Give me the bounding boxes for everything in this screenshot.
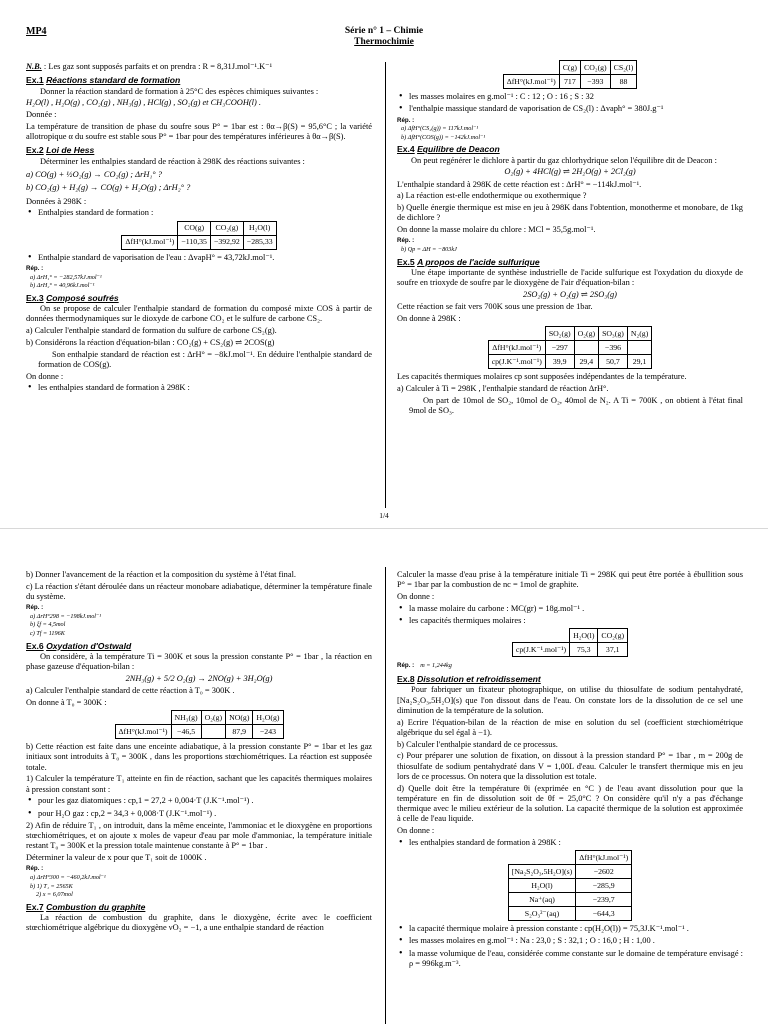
- column-divider: [385, 62, 386, 508]
- ex5-question-c: c) La réaction s'étant déroulée dans un réacteur monobare adiabatique, déterminer la température finale du système.: [26, 581, 372, 601]
- ex4-enthalpy: L'enthalpie standard à 298K de cette réaction est : ΔrH° = −114kJ.mol⁻¹.: [397, 179, 642, 189]
- table-cell: 75,3: [570, 643, 598, 657]
- answers-label: Rép. :: [397, 662, 415, 670]
- ex7-table: [512, 628, 628, 657]
- list-item: • les masses molaires en g.mol⁻¹ : Na : 23,0 ; S : 32,1 ; O : 16,0 ; H : 1,00 .: [397, 936, 743, 946]
- list-item: • Enthalpie standard de vaporisation de l'eau : ΔvapH° = 43,72kJ.mol⁻¹.: [26, 253, 372, 263]
- exercise-2-title: Ex.2 Loi de Hess: [26, 145, 95, 156]
- ex4-equation: O₂(g) + 4HCl(g) ⇌ 2H₂O(g) + 2Cl₂(g): [504, 167, 636, 177]
- table-cell: −285,33: [243, 235, 276, 249]
- list-item: • pour H₂O gaz : cp,2 = 34,3 + 0,008·T (J.K⁻¹.mol⁻¹) .: [26, 809, 372, 819]
- ex8-question-a: a) Ecrire l'équation-bilan de la réaction de mise en solution du sel (coefficient stœchiométrique algébrique du sel égal à −1).: [397, 717, 743, 737]
- exercise-1-title: Ex.1 Réactions standard de formation: [26, 75, 181, 86]
- list-item: • les masses molaires en g.mol⁻¹ : C : 12 ; O : 16 ; S : 32: [397, 92, 743, 102]
- table-header: O₂(g): [201, 711, 225, 725]
- ex2-data-list: [26, 208, 372, 218]
- table-cell: −110,35: [178, 235, 211, 249]
- table-header: CO₂(g): [598, 629, 628, 643]
- list-item: • pour les gaz diatomiques : cp,1 = 27,2 + 0,004·T (J.K⁻¹.mol⁻¹) .: [26, 796, 372, 806]
- table-row-label: ΔfH°(kJ.mol⁻¹): [115, 725, 171, 739]
- ex6-question-b: b) Cette réaction est faite dans une enceinte adiabatique, à la pression constante P° = 1bar et les gaz initiaux sont introduits à T₀ = 300K , dans les proportions stœchiométriques. La réaction est supposée totale.: [26, 742, 372, 772]
- table-cell: −285,9: [576, 879, 632, 893]
- left-column: [26, 62, 372, 396]
- answer-line: b) ΔfH°(COS(g)) = −142kJ.mol⁻¹: [401, 133, 486, 141]
- header-title: [26, 26, 742, 48]
- ex7-donne: On donne :: [397, 592, 435, 601]
- answer-line: b) ΔrH₂° = 40,96kJ.mol⁻¹: [30, 282, 95, 290]
- ex8-donne: On donne :: [397, 826, 435, 836]
- table-cell: −297: [545, 341, 574, 355]
- table-row-label: cp(J.K⁻¹.mol⁻¹): [512, 643, 569, 657]
- list-item: • les enthalpies standard de formation à 298K :: [397, 838, 743, 848]
- answer-line: c) Tf = 1196K: [30, 629, 65, 637]
- table-row-label: Na⁺(aq): [508, 893, 575, 907]
- answer-line: a) ΔrH°300 = −460,2kJ.mol⁻¹: [30, 874, 106, 882]
- table-row-label: S₂O₃²⁻(aq): [508, 907, 575, 921]
- table-row-label: ΔfH°(kJ.mol⁻¹): [122, 235, 178, 249]
- list-item: • la masse molaire du carbone : MC(gr) = 18g.mol⁻¹ .: [397, 604, 743, 614]
- table-header: NO(g): [226, 711, 253, 725]
- ex2-reaction-b: b) CO₂(g) + H₂(g) → CO(g) + H₂O(g) ; ΔrH₂° ?: [26, 183, 191, 193]
- course-code: MP4: [26, 26, 47, 37]
- table-header: O₂(g): [574, 327, 598, 341]
- table-cell: [627, 341, 651, 355]
- ex6-equation: 2NH₃(g) + 5/2 O₂(g) → 2NO(g) + 3H₂O(g): [125, 673, 273, 683]
- answer-line: b) ξf = 4,5mol: [30, 621, 66, 629]
- ex3-table: [503, 60, 638, 89]
- ex4-question-b: b) Quelle énergie thermique est mise en jeu à 298K dans l'obtention, monotherme et monobare, de 1kg de dichlore ?: [397, 203, 743, 223]
- exercise-8-title: Ex.8 Dissolution et refroidissement: [397, 673, 541, 684]
- ex1-species: H₂O(l) , H₂O(g) , CO₂(g) , NH₃(g) , HCl(g) , SO₂(g) et CH₃COOH(l) .: [26, 98, 261, 108]
- page-2: [0, 565, 768, 1024]
- ex6-question-a: a) Calculer l'enthalpie standard de cette réaction à T₀ = 300K .: [26, 686, 235, 696]
- table-cell: −2602: [576, 865, 632, 879]
- table-header: SO₃(g): [599, 327, 628, 341]
- table-header: CO₂(g): [581, 61, 611, 75]
- ex8-table: [508, 850, 633, 921]
- ex2-table: [121, 221, 276, 250]
- table-cell: 29,4: [574, 355, 598, 369]
- ex4-question-a: a) La réaction est-elle endothermique ou exothermique ?: [397, 191, 587, 201]
- ex1-data: La température de transition de phase du soufre sous P° = 1bar est : θα→β(S) = 95,6°C ; la variété allotropique α du soufre est stable sous P° = 1bar pour des températures inférieures à θα→β(S).: [26, 121, 372, 142]
- table-cell: −396: [599, 341, 628, 355]
- table-header: C(g): [559, 61, 580, 75]
- exercise-4-title: Ex.4 Equilibre de Deacon: [397, 144, 500, 155]
- ex8-statement: Pour fabriquer un fixateur photographique, on utilise du thiosulfate de sodium pentahydraté, [Na₂S₂O₃,5H₂O](s) que l'on dissout dans de l'eau. On constate lors de la dissolution de ce sel une diminution de la température de la solution.: [397, 685, 743, 715]
- table-cell: −46,5: [171, 725, 201, 739]
- ex8-question-c: c) Pour préparer une solution de fixation, on dissout à la pression standard P° = 1bar , m = 200g de thiosulfate de sodium pentahydraté dans V = 1,00L d'eau. Calculer le transfert thermique mis en jeu lors de ce processus. On notera que la dissolution est totale.: [397, 751, 743, 781]
- table-header: H₂O(g): [253, 711, 283, 725]
- table-cell: 50,7: [599, 355, 628, 369]
- ex5-donne: On donne à 298K :: [397, 314, 461, 324]
- answer-line: a) ΔrH₁° = −282,57kJ.mol⁻¹: [30, 273, 102, 281]
- list-item: • les enthalpies standard de formation à 298K :: [26, 383, 372, 393]
- ex3-question-b-detail: Son enthalpie standard de réaction est : ΔrH° = −8kJ.mol⁻¹. En déduire l'enthalpie standard de formation de COS(g).: [38, 349, 372, 369]
- table-header: CO(g): [178, 221, 211, 235]
- right-column: [397, 570, 743, 971]
- answers-label: Rép. :: [397, 237, 415, 245]
- answer-line: b) 1) T₁ = 2565K: [30, 882, 73, 890]
- table-header: CO₂(g): [210, 221, 243, 235]
- left-column: [26, 570, 372, 935]
- page-separator: [0, 528, 768, 566]
- table-row-label: cp(J.K⁻¹.mol⁻¹): [488, 355, 545, 369]
- page-header: [26, 26, 742, 50]
- page-number: 1/4: [379, 510, 389, 520]
- ex4-statement: On peut regénérer le dichlore à partir du gaz chlorhydrique selon l'équilibre dit de Deacon :: [411, 155, 717, 165]
- table-cell: 88: [610, 75, 637, 89]
- table-header: SO₂(g): [545, 327, 574, 341]
- table-cell: −393: [581, 75, 611, 89]
- ex3-donne: On donne :: [26, 371, 64, 381]
- ex7-statement: La réaction de combustion du graphite, dans le dioxygène, écrite avec le coefficient stœchiométrique algébrique du dioxygène νO₂ = −1, a une enthalpie standard de réaction: [26, 913, 372, 933]
- table-header: H₂O(l): [243, 221, 276, 235]
- answers-label: Rép. :: [26, 865, 44, 873]
- table-cell: −243: [253, 725, 283, 739]
- ex5-question-b: b) Donner l'avancement de la réaction et la composition du système à l'état final.: [26, 570, 296, 579]
- ex8-question-b: b) Calculer l'enthalpie standard de ce processus.: [397, 739, 558, 749]
- exercise-7-title: Ex.7 Combustion du graphite: [26, 901, 146, 912]
- ex2-donnees: Données à 298K :: [26, 196, 87, 206]
- ex1-donnee: Donnée :: [26, 110, 57, 120]
- subject-title: Thermochimie: [354, 36, 414, 47]
- nb-note: N.B. : Les gaz sont supposés parfaits et on prendra : R = 8,31J.mol⁻¹.K⁻¹: [26, 62, 273, 71]
- table-row-label: H₂O(l): [508, 879, 575, 893]
- ex6-question-2b: Déterminer la valeur de x pour que T₁ soit de 1000K .: [26, 853, 207, 863]
- ex8-question-d: d) Quelle doit être la température θi (exprimée en °C ) de l'eau avant dissolution pour que la température en fin de dissolution soit de θf = 25,0°C ? On considère qu'il n'y a pas d'échange thermique avec le milieu extérieur de la solution. La capacité thermique de la solution est approximée à celle de l'eau liquide.: [397, 783, 743, 824]
- ex5-cp-note: Les capacités thermiques molaires cp sont supposées indépendantes de la température.: [397, 372, 687, 382]
- table-cell: 717: [559, 75, 580, 89]
- table-header: ΔfH°(kJ.mol⁻¹): [576, 851, 632, 865]
- ex5-equation: 2SO₂(g) + O₂(g) ⇌ 2SO₃(g): [523, 290, 617, 300]
- table-cell: [574, 341, 598, 355]
- table-header: NH₃(g): [171, 711, 201, 725]
- ex2-reaction-a: a) CO(g) + ½O₂(g) → CO₂(g) ; ΔrH₁° ?: [26, 170, 162, 180]
- ex4-data: On donne la masse molaire du chlore : MCl = 35,5g.mol⁻¹.: [397, 225, 596, 235]
- answers-label: Rép. :: [26, 604, 44, 612]
- exercise-5-title: Ex.5 A propos de l'acide sulfurique: [397, 256, 540, 267]
- ex5-statement: Une étape importante de synthèse industrielle de l'acide sulfurique est l'oxydation du dioxyde de soufre en trioxyde de soufre par le dioxygène de l'air d'équation-bilan :: [397, 268, 743, 288]
- ex3-statement: On se propose de calculer l'enthalpie standard de formation du composé mixte COS à partir de données thermodynamiques sur le dioxyde de carbone CO₂ et le sulfure de carbone CS₂.: [26, 304, 372, 324]
- list-item: • la capacité thermique molaire à pression constante : cp(H₂O(l)) = 75,3J.K⁻¹.mol⁻¹ .: [397, 924, 743, 934]
- list-item: • la masse volumique de l'eau, considérée comme constante sur le domaine de température envisagé : ρ = 996kg.m⁻³.: [397, 949, 743, 970]
- ex7-question: Calculer la masse d'eau prise à la température initiale Ti = 298K qui peut être portée à ébullition sous P° = 1bar par la combustion de nc = 1mol de graphite.: [397, 570, 743, 590]
- ex2-statement: Déterminer les enthalpies standard de réaction à 298K des réactions suivantes :: [40, 156, 305, 166]
- table-cell: 39,9: [545, 355, 574, 369]
- ex6-statement: On considère, à la température Ti = 300K et sous la pression constante P° = 1bar , la réaction en phase gazeuse d'équation-bilan :: [26, 651, 372, 672]
- ex6-question-2: 2) Afin de réduire T₁ , on introduit, dans la même enceinte, l'ammoniac et le dioxygène en proportions stœchiométriques, et on ajoute x moles de vapeur d'eau par mole d'ammoniac, la température initiale restant T₀ = 300K et la pression totale maintenue constante à P° = 1bar .: [26, 820, 372, 851]
- table-header: H₂O(l): [570, 629, 598, 643]
- list-item: • l'enthalpie massique standard de vaporisation de CS₂(l) : Δvaph° = 380J.g⁻¹: [397, 104, 743, 114]
- table-cell: [201, 725, 225, 739]
- right-column: [397, 60, 743, 418]
- table-cell: −239,7: [576, 893, 632, 907]
- answer-line: b) Qp = ΔH = −803kJ: [401, 245, 457, 253]
- table-cell: 37,1: [598, 643, 628, 657]
- ex5-initial-state: On part de 10mol de SO₂, 10mol de O₂, 40mol de N₂. A Ti = 700K , on obtient à l'état final 9mol de SO₃.: [409, 395, 743, 416]
- table-row-label: ΔfH°(kJ.mol⁻¹): [503, 75, 559, 89]
- ex3-question-b: b) Considérons la réaction d'équation-bilan : CO₂(g) + CS₂(g) ⇌ 2COS(g): [26, 337, 275, 347]
- ex3-question-a: a) Calculer l'enthalpie standard de formation du sulfure de carbone CS₂(g).: [26, 326, 277, 336]
- table-cell: 87,9: [226, 725, 253, 739]
- table-header: CS₂(l): [610, 61, 637, 75]
- table-cell: −392,92: [210, 235, 243, 249]
- table-row-label: [Na₂S₂O₃,5H₂O](s): [508, 865, 575, 879]
- ex6-donne: On donne à T₀ = 300K :: [26, 697, 107, 707]
- table-cell: −644,3: [576, 907, 632, 921]
- list-item: • les capacités thermiques molaires :: [397, 616, 743, 626]
- list-item: • Enthalpies standard de formation :: [26, 208, 372, 218]
- ex6-table: [115, 710, 284, 739]
- answers-label: Rép. :: [397, 116, 415, 124]
- ex5-conditions: Cette réaction se fait vers 700K sous une pression de 1bar.: [397, 302, 593, 312]
- table-cell: 29,1: [627, 355, 651, 369]
- ex5-table: [488, 326, 653, 369]
- table-row-label: ΔfH°(kJ.mol⁻¹): [488, 341, 545, 355]
- exercise-3-title: Ex.3 Composé soufrés: [26, 292, 119, 303]
- answer-line: 2) x = 6,07mol: [36, 891, 73, 899]
- answer-line: a) ΔfH°(CS₂(g)) = 117kJ.mol⁻¹: [401, 125, 479, 133]
- answer-line: m = 1,244kg: [420, 662, 452, 670]
- column-divider: [385, 567, 386, 1024]
- table-header: N₂(g): [627, 327, 651, 341]
- answers-label: Rép. :: [26, 264, 44, 272]
- answer-line: a) ΔrH°298 = −198kJ.mol⁻¹: [30, 612, 102, 620]
- series-title: Série n° 1 – Chimie: [344, 26, 424, 36]
- ex1-statement: Donner la réaction standard de formation à 25°C des espèces chimiques suivantes :: [40, 86, 319, 96]
- ex6-question-1: 1) Calculer la température T₁ atteinte en fin de réaction, sachant que les capacités thermiques molaires à pression constant sont :: [26, 774, 372, 794]
- exercise-6-title: Ex.6 Oxydation d'Ostwald: [26, 640, 132, 651]
- ex5-question-a: a) Calculer à Ti = 298K , l'enthalpie standard de réaction ΔrH°.: [397, 384, 609, 394]
